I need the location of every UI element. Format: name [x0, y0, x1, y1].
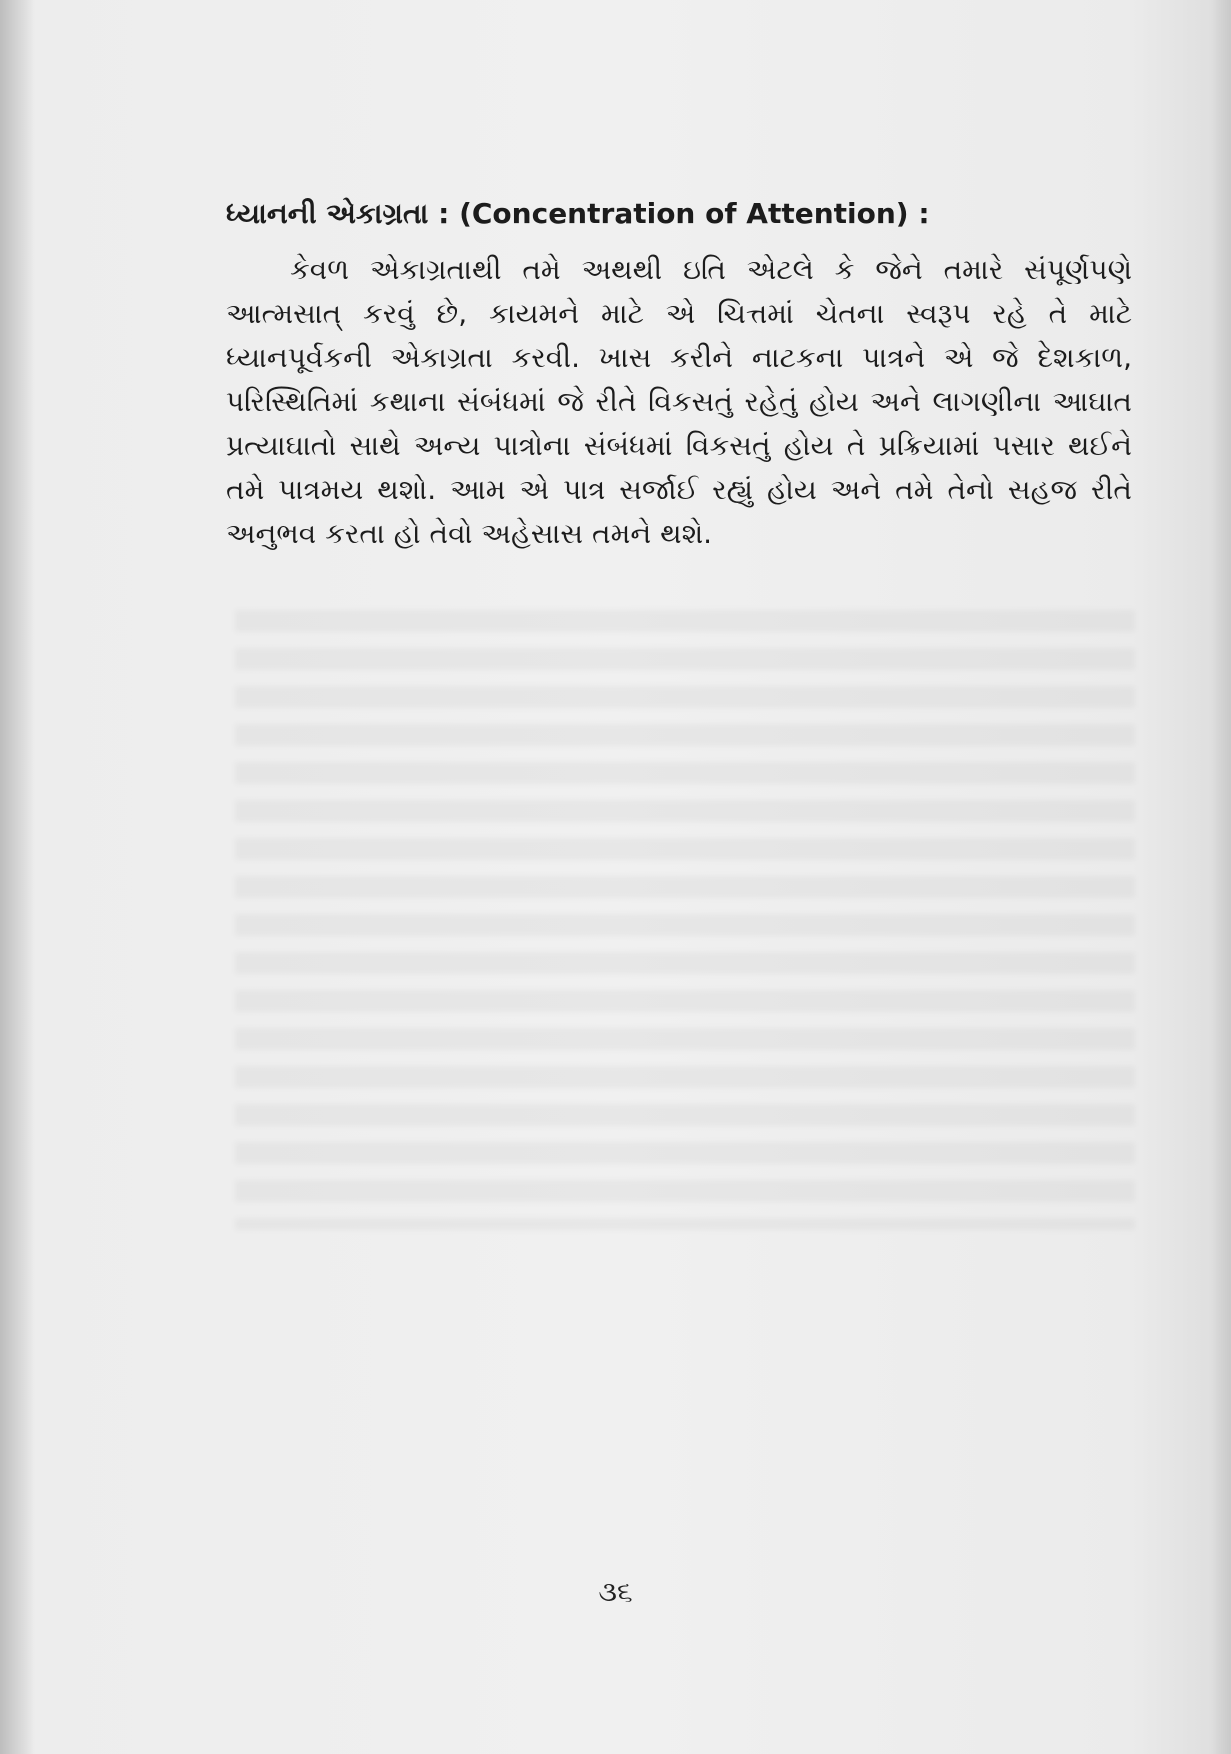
paragraph-line: ધ્યાનપૂર્વકની એકાગ્રતા કરવી. ખાસ કરીને નાટકના પાત્રને એ જે દેશકાળ,: [226, 341, 1132, 374]
paragraph-line: પ્રત્યાઘાતો સાથે અન્ય પાત્રોના સંબંધમાં વિકસતું હોય તે પ્રક્રિયામાં પસાર થઈને: [226, 429, 1132, 462]
binding-shadow: [0, 0, 34, 1754]
section-heading: ધ્યાનની એકાગ્રતા : (Concentration of Attention) :: [226, 197, 930, 230]
paragraph-line: અનુભવ કરતા હો તેવો અહેસાસ તમને થશે.: [226, 517, 713, 550]
paragraph-line: કેવળ એકાગ્રતાથી તમે અથથી ઇતિ એટલે કે જેને તમારે સંપૂર્ણપણે: [290, 253, 1132, 286]
paragraph-line: આત્મસાત્ કરવું છે, કાયમને માટે એ ચિત્તમાં ચેતના સ્વરૂપ રહે તે માટે: [226, 297, 1132, 330]
page-number: ૩૬: [598, 1575, 633, 1608]
show-through-texture: [235, 610, 1135, 1230]
paragraph-line: પરિસ્થિતિમાં કથાના સંબંધમાં જે રીતે વિકસતું રહેતું હોય અને લાગણીના આઘાત: [226, 385, 1132, 418]
text-block: [226, 194, 1132, 556]
page-edge: [1211, 0, 1231, 1754]
body-paragraph: [226, 248, 1132, 556]
paragraph-line: તમે પાત્રમય થશો. આમ એ પાત્ર સર્જાઈ રહ્યું હોય અને તમે તેનો સહજ રીતે: [226, 473, 1132, 506]
